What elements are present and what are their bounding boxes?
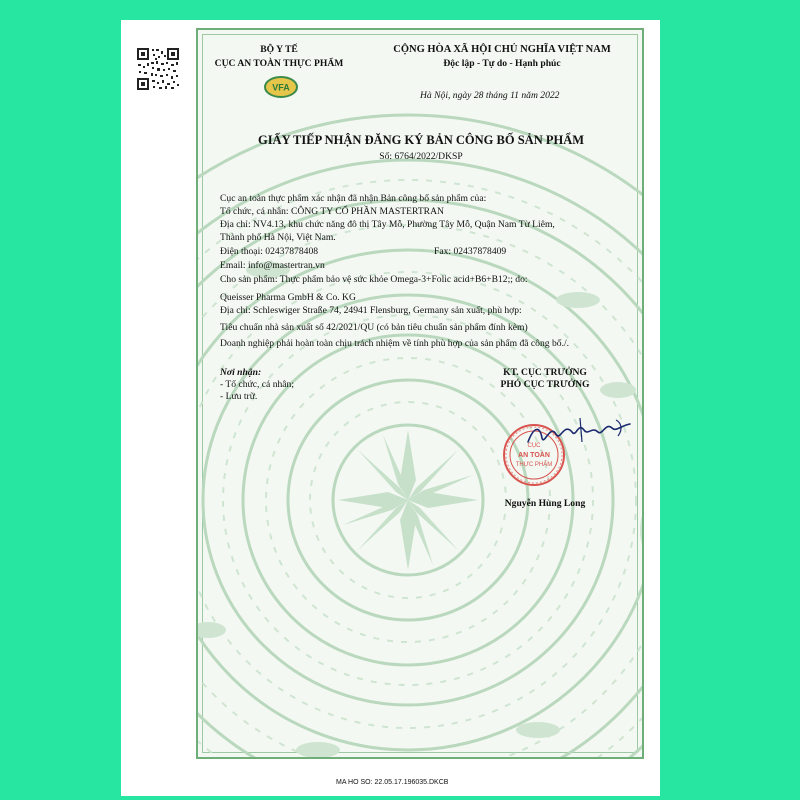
signer-title-2: PHÓ CỤC TRƯỞNG: [500, 379, 590, 390]
recipient-item-1: - Tổ chức, cá nhân;: [220, 379, 295, 390]
date-line: Hà Nội, ngày 28 tháng 11 năm 2022: [420, 90, 560, 101]
manufacturer-address: Địa chỉ: Schleswiger Straße 74, 24941 Flensburg, Germany sản xuất, phù hợp:: [220, 305, 522, 316]
responsibility: Doanh nghiệp phải hoàn toàn chịu trách nhiệm về tính phù hợp của sản phẩm đã công bố./.: [220, 338, 570, 349]
dossier-code: MA HO SO: 22.05.17.196035.DKCB: [336, 779, 449, 786]
intro-text: Cục an toàn thực phẩm xác nhận đã nhận Bản công bố sản phẩm của:: [220, 193, 487, 204]
vfa-logo-text: VFA: [272, 82, 290, 93]
country-name: CỘNG HÒA XÃ HỘI CHỦ NGHĨA VIỆT NAM: [393, 44, 611, 55]
seal-text-top: CỤC: [527, 443, 541, 449]
motto: Độc lập - Tự do - Hạnh phúc: [443, 58, 561, 69]
signer-name: Nguyễn Hùng Long: [504, 498, 586, 509]
department-name: CỤC AN TOÀN THỰC PHẨM: [214, 58, 344, 69]
seal-text-bottom: THỰC PHẨM: [515, 462, 553, 468]
signer-title-1: KT. CỤC TRƯỞNG: [503, 367, 587, 378]
phone: Điện thoại: 02437878408: [220, 246, 319, 257]
vfa-logo: [264, 76, 298, 98]
qr-code: [136, 47, 180, 91]
address-line-1: Địa chỉ: NV4.13, khu chức năng đô thị Tây Mỗ, Phường Tây Mỗ, Quận Nam Từ Liêm,: [220, 219, 555, 230]
seal-text-middle: AN TOÀN: [518, 452, 550, 459]
document-number: Số: 6764/2022/DKSP: [379, 151, 463, 162]
address-line-2: Thành phố Hà Nội, Việt Nam.: [220, 232, 336, 243]
manufacturer: Queisser Pharma GmbH & Co. KG: [220, 292, 356, 303]
organization: Tổ chức, cá nhân: CÔNG TY CỔ PHẦN MASTERTRAN: [220, 206, 444, 217]
standard: Tiêu chuẩn nhà sản xuất số 42/2021/QU (có bản tiêu chuẩn sản phẩm đính kèm): [220, 322, 528, 333]
handwritten-signature: [520, 412, 640, 452]
recipient-item-2: - Lưu trữ.: [220, 391, 258, 402]
fax: Fax: 02437878409: [434, 246, 507, 257]
ministry-name: BỘ Y TẾ: [260, 44, 298, 55]
product: Cho sản phẩm: Thực phẩm bảo vệ sức khỏe Omega-3+Folic acid+B6+B12;; do:: [220, 274, 528, 285]
email: Email: info@mastertran.vn: [220, 260, 325, 271]
recipients-heading: Nơi nhận:: [220, 367, 262, 378]
document-title: GIẤY TIẾP NHẬN ĐĂNG KÝ BẢN CÔNG BỐ SẢN PHẨM: [257, 133, 585, 147]
